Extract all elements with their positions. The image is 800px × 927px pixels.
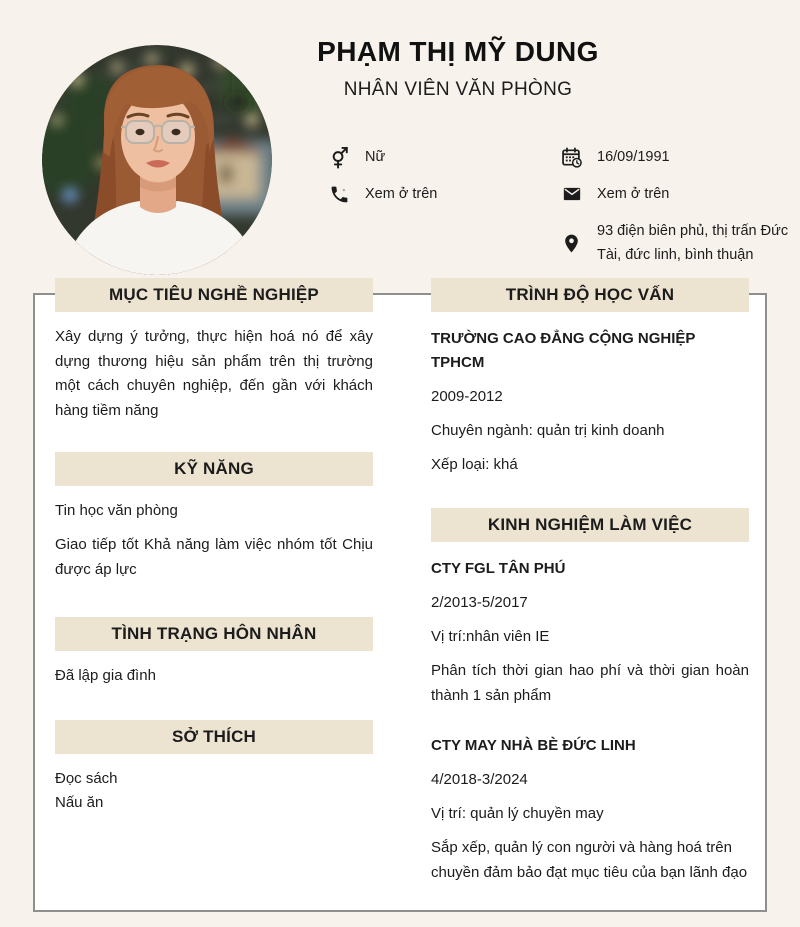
- contact-gender: [328, 145, 548, 169]
- mail-icon: [560, 183, 583, 206]
- contact-address-value: 93 điện biên phủ, thị trấn Đức Tài, đức linh, bình thuận: [597, 223, 789, 263]
- hobby-item: Đọc sách: [55, 770, 118, 787]
- calendar-icon: [560, 146, 583, 169]
- section-heading-education: TRÌNH ĐỘ HỌC VẤN: [431, 278, 749, 312]
- right-column: [431, 278, 749, 885]
- education-grade: Xếp loại: khá: [431, 456, 518, 473]
- job-company: CTY FGL TÂN PHÚ: [431, 560, 566, 577]
- education-school: TRƯỜNG CAO ĐẲNG CỘNG NGHIỆP TPHCM: [431, 330, 696, 371]
- profile-photo-illustration: [42, 45, 272, 275]
- contact-email: [560, 182, 795, 206]
- header-name-block: [278, 34, 638, 101]
- section-heading-experience: KINH NGHIỆM LÀM VIỆC: [431, 508, 749, 542]
- job-description: Sắp xếp, quản lý con người và hàng hoá trên chuyền đảm bảo đạt mục tiêu của bạn lãnh đạo: [431, 839, 748, 881]
- job-company: CTY MAY NHÀ BÈ ĐỨC LINH: [431, 737, 636, 754]
- education-major: Chuyên ngành: quản trị kinh doanh: [431, 422, 665, 439]
- contact-phone-value: Xem ở trên: [365, 186, 438, 202]
- marital-status-text: Đã lập gia đình: [55, 667, 156, 684]
- contact-address: [560, 219, 795, 267]
- job-position: Vị trí: quản lý chuyền may: [431, 805, 604, 822]
- left-column: [55, 278, 373, 815]
- section-heading-hobbies: SỞ THÍCH: [55, 720, 373, 754]
- phone-icon: [328, 183, 351, 206]
- skill-item: Giao tiếp tốt Khả năng làm việc nhóm tốt Chịu được áp lực: [55, 536, 373, 578]
- page-title: PHẠM THỊ MỸ DUNG: [317, 36, 599, 67]
- contact-gender-value: Nữ: [365, 149, 386, 165]
- contact-column-left: [328, 145, 548, 219]
- gender-icon: [328, 146, 351, 169]
- job-title: NHÂN VIÊN VĂN PHÒNG: [343, 79, 573, 100]
- profile-photo: [42, 45, 272, 275]
- hobby-item: Nấu ăn: [55, 794, 104, 811]
- contact-column-right: [560, 145, 795, 280]
- contact-birthday: [560, 145, 795, 169]
- job-period: 4/2018-3/2024: [431, 771, 528, 788]
- contact-phone: [328, 182, 548, 206]
- skill-item: Tin học văn phòng: [55, 502, 178, 519]
- contact-birthday-value: 16/09/1991: [597, 149, 670, 165]
- job-position: Vị trí:nhân viên IE: [431, 628, 550, 645]
- contact-email-value: Xem ở trên: [597, 186, 670, 202]
- job-period: 2/2013-5/2017: [431, 594, 528, 611]
- section-heading-marital-status: TÌNH TRẠNG HÔN NHÂN: [55, 617, 373, 651]
- location-icon: [560, 232, 583, 255]
- section-heading-skills: KỸ NĂNG: [55, 452, 373, 486]
- job-description: Phân tích thời gian hao phí và thời gian hoàn thành 1 sản phẩm: [431, 662, 749, 704]
- section-heading-objective: MỤC TIÊU NGHỀ NGHIỆP: [55, 278, 373, 312]
- education-years: 2009-2012: [431, 388, 503, 405]
- objective-text: Xây dựng ý tưởng, thực hiện hoá nó để xây dựng thương hiệu sản phẩm trên thị trường một cách chuyên nghiệp, đến gần với khách hàng tiềm năng: [55, 328, 373, 419]
